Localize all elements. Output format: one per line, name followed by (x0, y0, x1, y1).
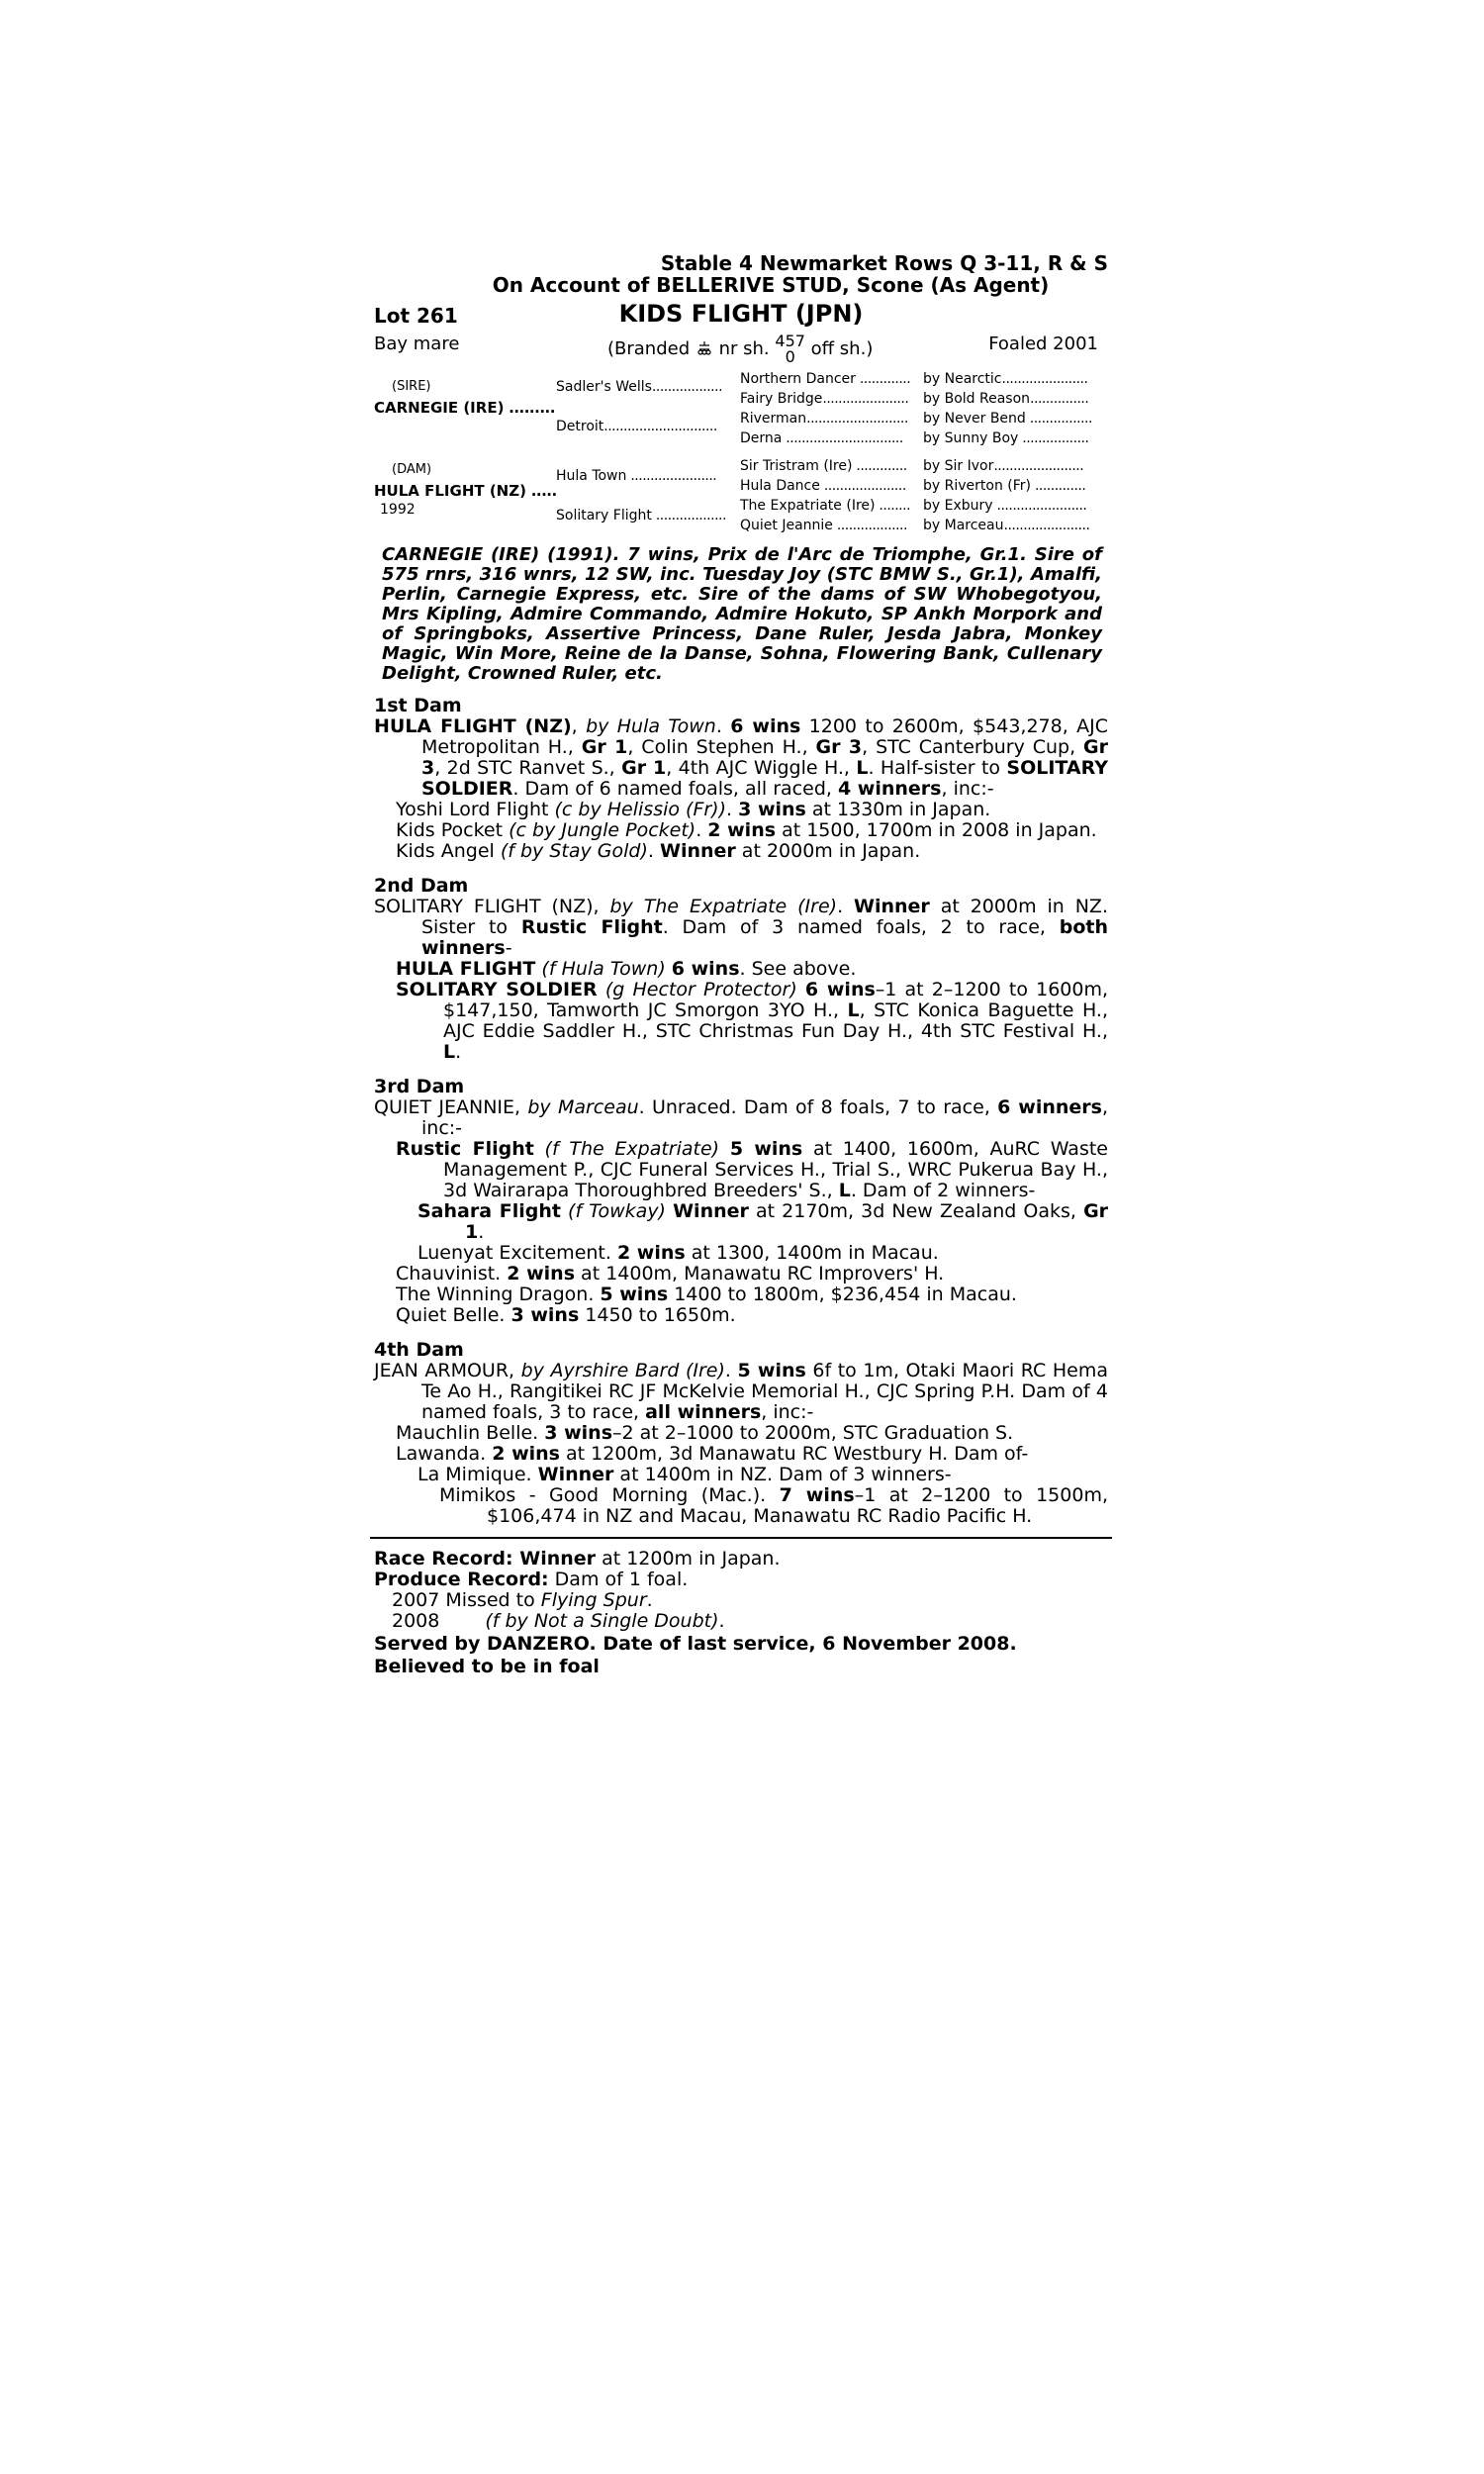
text: at 2170m, 3d New Zealand Oaks, (748, 1200, 1084, 1222)
wins: 3 wins (738, 799, 806, 820)
text: at 1500, 1700m in 2008 in Japan. (776, 819, 1097, 841)
gen3-by-text: by Nearctic (923, 371, 1002, 387)
foal-name: Mauchlin Belle. (396, 1422, 545, 1444)
pedigree-gen3-8: Quiet Jeannie .................. (740, 518, 907, 533)
wins: 2 wins (507, 1263, 576, 1285)
text: . See above. (739, 958, 857, 980)
text: - (505, 937, 512, 959)
gen2-text: Hula Town (556, 468, 627, 484)
lot-row (374, 300, 1108, 330)
text: , inc:- (761, 1401, 814, 1423)
produce-record-text: Dam of 1 foal. (548, 1569, 689, 1590)
foal-entry (417, 1465, 1108, 1485)
foal-name: The Winning Dragon. (396, 1284, 601, 1305)
grade: L (856, 757, 869, 779)
text: . Dam of 6 named foals, all raced, (512, 778, 838, 800)
gen2-text: Detroit (556, 419, 604, 434)
sire-summary: CARNEGIE (IRE) (1991). 7 wins, Prix de l'Arc de Triomphe, Gr.1. Sire of 575 rnrs, 316 wnrs, 12 SW, inc. Tuesday Joy (STC BMW S., Gr.1), Amalfi, Perlin, Carnegie Express, etc. Sire of the dams of SW Whobegotyou, Mrs Kipling, Admire Commando, Admire Hokuto, SP Ankh Morpork and of Springboks, Assertive Princess, Dane Ruler, Jesda Jabra, Monkey Magic, Win More, Reine de la Danse, Sohna, Flowering Bank, Cullenary Delight, Crowned Ruler, etc. (382, 544, 1102, 684)
text: . (715, 715, 731, 737)
text: –1 at 2–1200 to 1500m, $106,474 in NZ and Macau, Manawatu RC Radio Pacific H. (487, 1484, 1108, 1527)
wins: 3 wins (544, 1422, 613, 1444)
pedigree-table (374, 369, 1108, 537)
text (534, 1138, 545, 1160)
produce-sire: Flying Spur (540, 1589, 647, 1611)
dam-sire: by Hula Town (586, 715, 716, 737)
brand-description (607, 333, 873, 365)
winners-count: all winners (645, 1401, 762, 1423)
foal-entry (439, 1485, 1108, 1527)
foaled-year: Foaled 2001 (988, 333, 1098, 354)
foal-entry (396, 841, 1108, 862)
horse-sex-colour: Bay mare (374, 333, 460, 354)
text: , inc:- (941, 778, 994, 800)
text: . (455, 1041, 462, 1063)
winners-count: 6 winners (997, 1096, 1102, 1118)
foal-entry (396, 800, 1108, 820)
foal-name: Chauvinist. (396, 1263, 508, 1285)
wins: 5 wins (737, 1360, 806, 1381)
text: . (696, 819, 708, 841)
wins: Winner (854, 896, 930, 917)
wins: 6 wins (730, 715, 801, 737)
pedigree-gen3-4: Derna .............................. (740, 430, 903, 446)
pedigree-gen2-2: Detroit............................. (556, 419, 717, 434)
text: . (726, 799, 739, 820)
sire-name: CARNEGIE (IRE) ......... (374, 399, 555, 417)
text: –1 at 2–1200 to 1600m, $147,150, Tamworth JC Smorgon 3YO H., (443, 979, 1109, 1021)
dam-name: JEAN ARMOUR, (374, 1360, 521, 1381)
text: , 4th AJC Wiggle H., (666, 757, 857, 779)
foal-entry (417, 1201, 1108, 1243)
first-dam-title: 1st Dam (374, 695, 462, 716)
dam-name: HULA FLIGHT (NZ) ..... (374, 482, 557, 500)
produce-2007 (392, 1590, 1108, 1611)
foal-name: Rustic Flight (396, 1138, 534, 1160)
stable-location: Stable 4 Newmarket Rows Q 3-11, R & S (660, 251, 1108, 275)
race-record-label: Race Record: (374, 1548, 513, 1570)
pedigree-gen3-7: The Expatriate (Ire) ........ (740, 498, 911, 514)
divider (370, 1537, 1112, 1539)
foal-name: Luenyat Excitement. (417, 1242, 617, 1264)
foal-entry (396, 1423, 1108, 1444)
dam-sire: by Ayrshire Bard (Ire) (520, 1360, 725, 1381)
text: at 1200m, 3d Manawatu RC Westbury H. Dam of- (560, 1443, 1029, 1465)
pedigree-gen3-1: Northern Dancer ............. (740, 371, 911, 387)
gen3-text: Northern Dancer (740, 371, 856, 387)
wins: 2 wins (707, 819, 777, 841)
pedigree-gen3-by-3: by Never Bend ................ (923, 411, 1092, 427)
produce-2008 (392, 1611, 1108, 1632)
pedigree-gen3-by-6: by Riverton (Fr) ............. (923, 478, 1086, 494)
text: 1450 to 1650m. (579, 1304, 736, 1326)
race-record-text: at 1200m in Japan. (596, 1548, 781, 1570)
second-dam-paragraph (374, 897, 1108, 959)
gen3-by-text: by Bold Reason (923, 391, 1031, 407)
pedigree-gen3-2: Fairy Bridge...................... (740, 391, 909, 407)
wins: 7 wins (779, 1484, 855, 1506)
brand-off-side: off sh.) (810, 338, 874, 359)
pedigree-gen3-by-2: by Bold Reason............... (923, 391, 1089, 407)
first-dam-paragraph (374, 716, 1108, 800)
horse-description (374, 330, 1108, 366)
foal-name: HULA FLIGHT (396, 958, 536, 980)
foal-name: Lawanda. (396, 1443, 493, 1465)
wins: 5 wins (729, 1138, 803, 1160)
text: , (571, 715, 587, 737)
text: . Half-sister to (868, 757, 1007, 779)
foal-name: Kids Pocket (396, 819, 504, 841)
sire-label: (SIRE) (392, 379, 431, 394)
horse-name: KIDS FLIGHT (JPN) (618, 300, 864, 328)
pedigree-gen3-6: Hula Dance ..................... (740, 478, 906, 494)
produce-record-label: Produce Record: (374, 1569, 549, 1590)
winners-count: 4 winners (837, 778, 942, 800)
text: at 2000m in Japan. (735, 840, 921, 862)
gen3-text: Fairy Bridge (740, 391, 823, 407)
pedigree-gen3-by-5: by Sir Ivor....................... (923, 458, 1084, 474)
gen3-text: Hula Dance (740, 478, 820, 494)
foal-entry (417, 1243, 1108, 1264)
grade: Gr 1 (581, 736, 628, 758)
gen3-by-text: by Exbury (923, 498, 993, 514)
produce-record (374, 1570, 1108, 1590)
text: . (718, 1610, 725, 1632)
served-by: Served by DANZERO. Date of last service, 6 November 2008. (374, 1633, 1017, 1655)
text: 1200 to 2600m, $543,278, AJC Metropolitan H., (421, 715, 1108, 758)
gen3-text: The Expatriate (Ire) (740, 498, 876, 514)
brand-num-bottom: 0 (785, 347, 795, 366)
text: . (837, 896, 855, 917)
pedigree-gen3-by-4: by Sunny Boy ................. (923, 430, 1089, 446)
grade: L (847, 999, 860, 1021)
pedigree-gen2-1: Sadler's Wells.................. (556, 379, 723, 395)
gen3-by-text: by Riverton (Fr) (923, 478, 1031, 494)
pedigree-gen3-3: Riverman.......................... (740, 411, 908, 427)
gen3-by-text: by Sunny Boy (923, 430, 1019, 446)
pedigree-gen3-by-8: by Marceau...................... (923, 518, 1090, 533)
wins: 6 wins (671, 958, 740, 980)
wins: Winner (537, 1464, 614, 1485)
gen3-text: Quiet Jeannie (740, 518, 833, 533)
text: . Dam of 3 named foals, 2 to race, (662, 916, 1060, 938)
wins: 2 wins (492, 1443, 560, 1465)
text: . (478, 1221, 485, 1243)
text: , STC Konica Baguette H., AJC Eddie Saddler H., STC Christmas Fun Day H., 4th STC Festival H., (443, 999, 1108, 1042)
text: , Colin Stephen H., (627, 736, 816, 758)
text: 1400 to 1800m, $236,454 in Macau. (668, 1284, 1017, 1305)
relative-name: SOLITARY SOLDIER (421, 757, 1108, 800)
foal-pedigree: (g Hector Protector) (604, 979, 797, 1000)
gen2-text: Sadler's Wells (556, 379, 652, 395)
brand-numbers (775, 333, 805, 365)
brand-near-side: nr sh. (718, 338, 770, 359)
catalogue-page (374, 252, 1108, 1677)
pedigree-gen3-by-1: by Nearctic...................... (923, 371, 1088, 387)
wins: 5 wins (600, 1284, 669, 1305)
foal-pedigree: (f by Stay Gold) (500, 840, 648, 862)
grade: Gr 3 (815, 736, 863, 758)
wins: 6 wins (804, 979, 876, 1000)
foal-entry (396, 1139, 1108, 1201)
wins: Winner (659, 840, 736, 862)
foal-name: SOLITARY SOLDIER (396, 979, 598, 1000)
foal-entry (396, 820, 1108, 841)
grade: L (443, 1041, 456, 1063)
third-dam-title: 3rd Dam (374, 1076, 465, 1097)
dam-year: 1992 (380, 502, 416, 518)
winners-count: both winners (421, 916, 1109, 959)
foal-name: La Mimique. (417, 1464, 538, 1485)
fourth-dam-paragraph (374, 1361, 1108, 1423)
text: 6f to 1m, Otaki Maori RC Hema Te Ao H., Rangitikei RC JF McKelvie Memorial H., CJC Spring P.H. Dam of 4 named foals, 3 to race, (421, 1360, 1108, 1423)
grade: Gr 1 (465, 1200, 1109, 1243)
text (719, 1138, 730, 1160)
wins: Winner (673, 1200, 749, 1222)
grade: L (838, 1180, 851, 1201)
foal-name: Mimikos - Good Morning (Mac.). (439, 1484, 780, 1506)
gen3-by-text: by Sir Ivor (923, 458, 994, 474)
pedigree-gen2-3: Hula Town ...................... (556, 468, 717, 484)
produce-sire: (f by Not a Single Doubt) (485, 1610, 719, 1632)
dam-label: (DAM) (392, 462, 432, 477)
in-foal-status: Believed to be in foal (374, 1656, 600, 1677)
brand-open: (Branded (607, 338, 691, 359)
text: at 2000m in NZ. Sister to (421, 896, 1108, 938)
text: at 1330m in Japan. (805, 799, 991, 820)
foal-entry (396, 1285, 1108, 1305)
produce-year: 2007 (392, 1589, 440, 1611)
pedigree-gen2-4: Solitary Flight .................. (556, 508, 726, 523)
foal-entry (396, 980, 1108, 1063)
lot-number: Lot 261 (374, 304, 458, 328)
text: . (724, 1360, 738, 1381)
pedigree-gen3-by-7: by Exbury ....................... (923, 498, 1087, 514)
gen3-text: Derna (740, 430, 783, 446)
text: . Unraced. Dam of 8 foals, 7 to race, (638, 1096, 998, 1118)
foal-pedigree: (c by Jungle Pocket) (509, 819, 696, 841)
relative-name: Rustic Flight (520, 916, 663, 938)
foal-pedigree: (f The Expatriate) (544, 1138, 720, 1160)
produce-year: 2008 (392, 1610, 440, 1632)
text: at 1300, 1400m in Macau. (685, 1242, 939, 1264)
grade: Gr 3 (421, 736, 1108, 779)
second-dam-title: 2nd Dam (374, 875, 469, 897)
fourth-dam-title: 4th Dam (374, 1339, 464, 1361)
foal-entry (396, 1444, 1108, 1465)
brand-mark-icon (696, 340, 713, 359)
text: . (647, 840, 660, 862)
gen2-text: Solitary Flight (556, 508, 652, 523)
dam-name: HULA FLIGHT (NZ) (374, 715, 572, 737)
gen3-text: Riverman (740, 411, 807, 427)
text: . (646, 1589, 653, 1611)
text (561, 1200, 568, 1222)
sire-name-text: CARNEGIE (IRE) (374, 399, 505, 417)
grade: Gr 1 (621, 757, 667, 779)
race-record (374, 1549, 1108, 1570)
foal-pedigree: (c by Helissio (Fr)) (554, 799, 727, 820)
text: , STC Canterbury Cup, (862, 736, 1084, 758)
text: Missed to (439, 1589, 541, 1611)
text: , 2d STC Ranvet S., (434, 757, 622, 779)
text: –2 at 2–1000 to 2000m, STC Graduation S. (612, 1422, 1014, 1444)
text: at 1400m in NZ. Dam of 3 winners- (613, 1464, 952, 1485)
dam-sire: by Marceau (527, 1096, 639, 1118)
wins: 2 wins (616, 1242, 686, 1264)
dam-name-text: HULA FLIGHT (NZ) (374, 482, 526, 500)
foal-name: Kids Angel (396, 840, 495, 862)
text (797, 979, 805, 1000)
text: at 1400m, Manawatu RC Improvers' H. (575, 1263, 945, 1285)
text: , inc:- (421, 1096, 1108, 1139)
vendor-account: On Account of BELLERIVE STUD, Scone (As Agent) (492, 273, 1050, 297)
foal-pedigree: (f Towkay) (568, 1200, 666, 1222)
text: . Dam of 2 winners- (850, 1180, 1036, 1201)
foal-entry (396, 1264, 1108, 1285)
foal-entry (396, 959, 1108, 980)
text: at 1400, 1600m, AuRC Waste Management P., CJC Funeral Services H., Trial S., WRC Pukerua Bay H., 3d Wairarapa Thoroughbred Breeders' S., (443, 1138, 1108, 1201)
foal-name: Quiet Belle. (396, 1304, 511, 1326)
foal-name: Yoshi Lord Flight (396, 799, 549, 820)
dam-name: SOLITARY FLIGHT (NZ), (374, 896, 610, 917)
dam-name: QUIET JEANNIE, (374, 1096, 528, 1118)
wins: 3 wins (510, 1304, 580, 1326)
third-dam-paragraph (374, 1097, 1108, 1139)
gen3-by-text: by Marceau (923, 518, 1004, 533)
gen3-by-text: by Never Bend (923, 411, 1026, 427)
brand-num-top: 457 (775, 332, 805, 350)
foal-pedigree: (f Hula Town) (541, 958, 666, 980)
pedigree-gen3-5: Sir Tristram (Ire) ............. (740, 458, 907, 474)
text (598, 979, 605, 1000)
foal-name: Sahara Flight (417, 1200, 561, 1222)
foal-entry (396, 1305, 1108, 1326)
gen3-text: Sir Tristram (Ire) (740, 458, 853, 474)
pedigree-brackets (374, 369, 1108, 537)
race-record-wins: Winner (512, 1548, 597, 1570)
dam-sire: by The Expatriate (Ire) (609, 896, 838, 917)
